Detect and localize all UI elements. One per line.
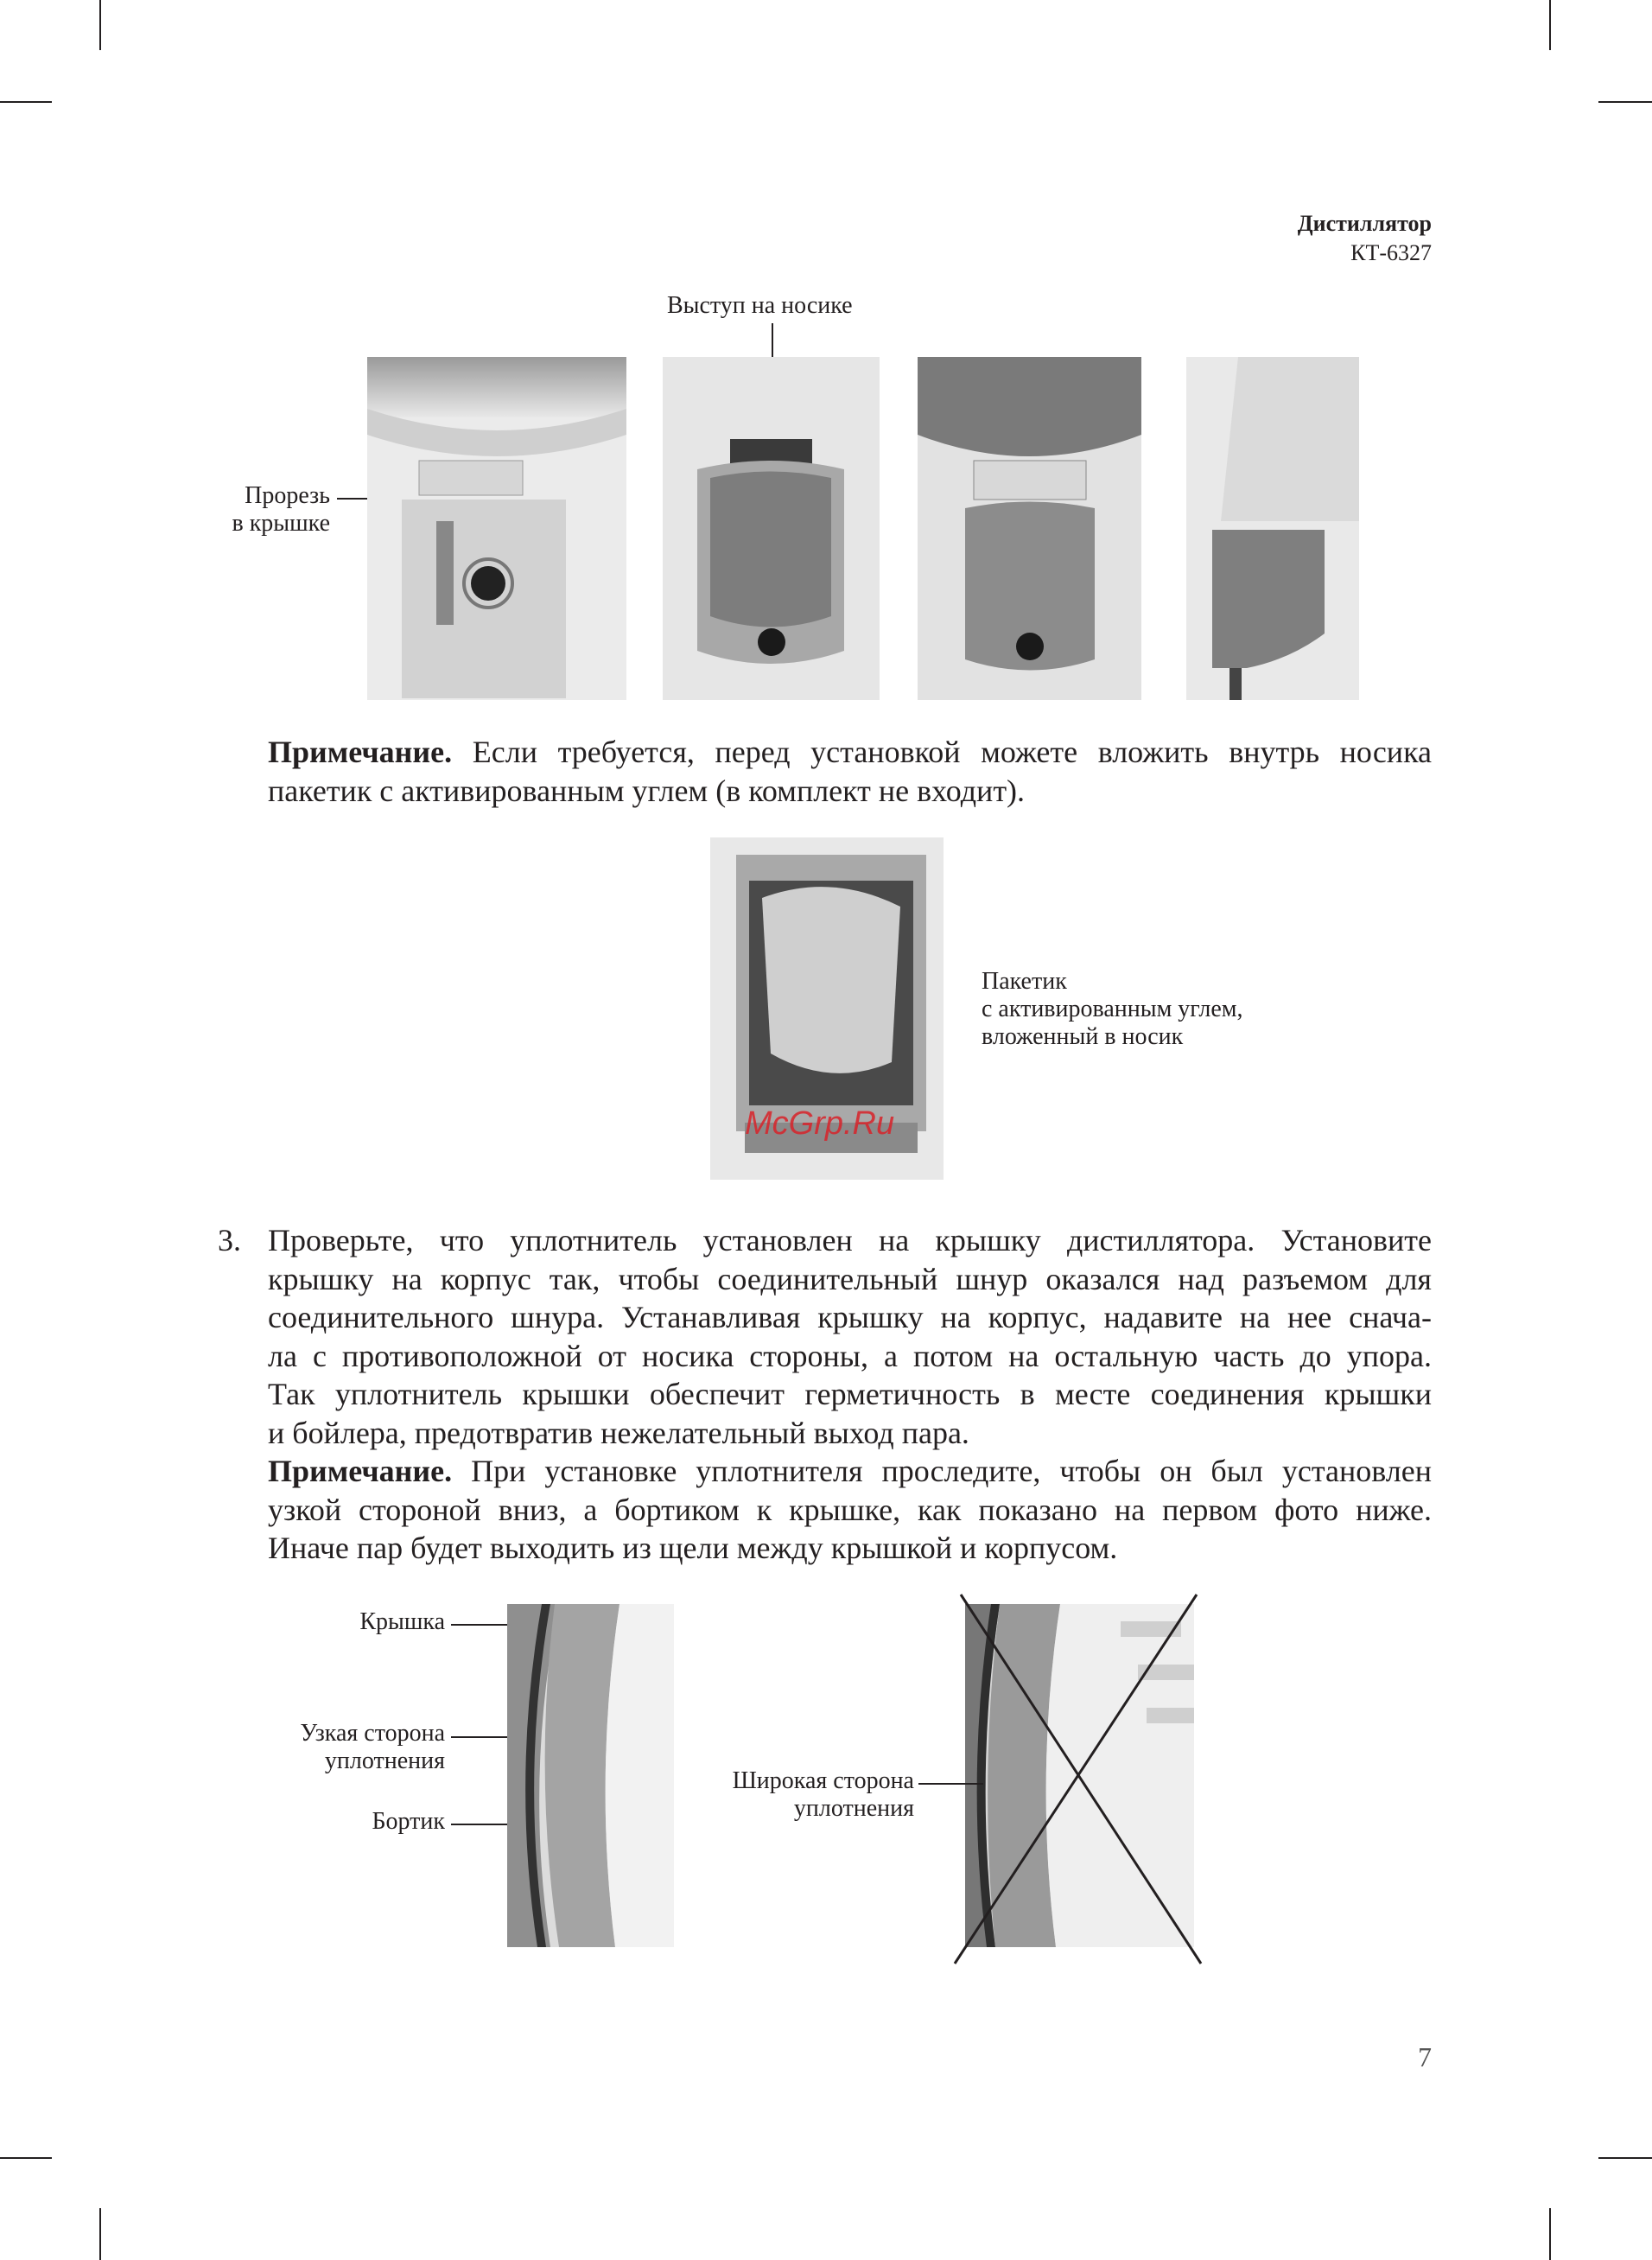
header-model: КТ-6327: [1350, 240, 1432, 265]
step3-note-line: Иначе пар будет выходить из щели между крышкой и корпусом.: [268, 1531, 1118, 1565]
photo-spout-installed: [918, 357, 1141, 700]
step3-number: 3.: [218, 1223, 241, 1257]
label-wide-side-line1: Широкая сторона: [732, 1767, 914, 1794]
label-lid-slot-line2: в крышке: [232, 510, 330, 537]
crop-mark: [99, 2208, 101, 2260]
label-narrow-side-line2: уплотнения: [324, 1748, 445, 1774]
crop-mark: [99, 0, 101, 50]
step3-note-label: Примечание.: [268, 1454, 453, 1488]
crop-mark: [1598, 2157, 1652, 2159]
crop-mark: [0, 2157, 52, 2159]
label-rim: Бортик: [372, 1808, 445, 1835]
crop-mark: [1598, 101, 1652, 103]
label-wide-side: [683, 1767, 914, 1823]
label-charcoal-bag-line3: вложенный в носик: [982, 1023, 1184, 1050]
page-number: 7: [1418, 2041, 1432, 2072]
leader-line: [918, 1783, 983, 1785]
label-lid-slot-line1: Прорезь: [245, 482, 330, 509]
step3-line: ла с противоположной от носика стороны, а потом на остальную часть до упора.: [268, 1338, 1432, 1373]
photo-lid-slot: [367, 357, 626, 700]
crop-mark: [0, 101, 52, 103]
step3-line: и бойлера, предотвратив нежелательный выход пара.: [268, 1415, 969, 1450]
label-wide-side-line2: уплотнения: [793, 1795, 914, 1822]
label-narrow-side-line1: Узкая сторона: [300, 1720, 445, 1747]
label-spout-ledge: Выступ на носике: [667, 292, 853, 319]
step3-line: Так уплотнитель крышки обеспечит герметичность в месте соединения крышки: [268, 1377, 1432, 1411]
label-narrow-side: [242, 1720, 445, 1775]
label-charcoal-bag-line1: Пакетик: [982, 968, 1067, 995]
note-charcoal: [268, 733, 1432, 810]
photo-seal-correct: [507, 1604, 674, 1947]
step3-note-line: Примечание. При установке уплотнителя проследите, чтобы он был установлен: [268, 1454, 1432, 1488]
photo-charcoal-bag: [710, 837, 944, 1180]
note-charcoal-text: Если требуется, перед установкой можете вложить внутрь носика пакетик с активированным углем (в комплект не входит).: [268, 735, 1432, 808]
crop-mark: [1549, 0, 1551, 50]
crop-mark: [1549, 2208, 1551, 2260]
watermark: McGrp.Ru: [745, 1105, 895, 1142]
label-charcoal-bag: [982, 968, 1242, 1051]
cross-mark: [950, 1590, 1205, 1966]
step3-line: соединительного шнура. Устанавливая крышку на корпус, надавите на нее снача-: [268, 1300, 1432, 1334]
header-title: Дистиллятор: [1297, 211, 1432, 236]
label-charcoal-bag-line2: с активированным углем,: [982, 996, 1243, 1022]
label-lid: Крышка: [359, 1608, 445, 1635]
step3-note-line: узкой стороной вниз, а бортиком к крышке, как показано на первом фото ниже.: [268, 1492, 1432, 1527]
step3-text: [268, 1221, 1432, 1568]
step3-line: крышку на корпус так, чтобы соединительный шнур оказался над разъемом для: [268, 1261, 1432, 1296]
note-charcoal-label: Примечание.: [268, 735, 453, 769]
photo-spout-ledge: [663, 357, 880, 700]
photo-spout-side: [1186, 357, 1359, 700]
label-lid-slot: [173, 482, 330, 538]
step3-line: Проверьте, что уплотнитель установлен на крышку дистиллятора. Установите: [268, 1223, 1432, 1257]
